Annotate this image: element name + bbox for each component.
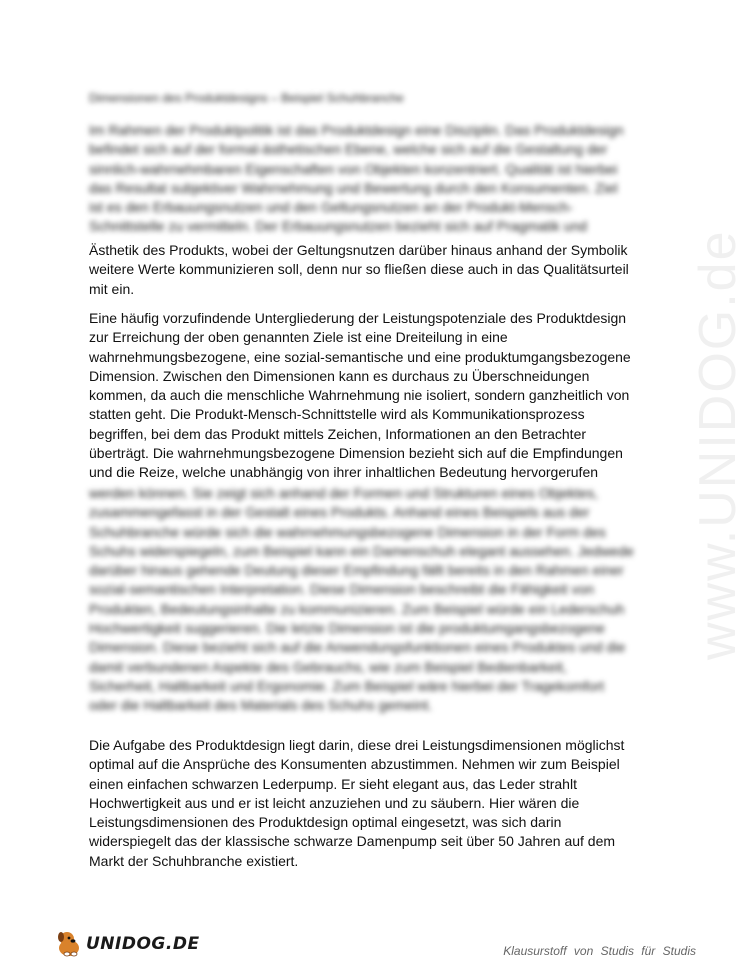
text-line: Eine häufig vorzufindende Untergliederung der Leistungspotenziale des Produktdesign [89, 310, 627, 326]
unidog-logo[interactable] [54, 926, 200, 962]
text-line: optimal auf die Ansprüche des Konsumenten abzustimmen. Nehmen wir zum Beispiel [89, 756, 620, 773]
text-line: Dimension. Diese bezieht sich auf die Anwendungsfunktionen eines Produktes und die [89, 639, 626, 656]
paragraph-2-blurred [89, 484, 659, 716]
text-line: Schnittstelle zu vermitteln. Der Erbauungsnutzen bezieht sich auf Pragmatik und [89, 218, 588, 235]
text-line: und die Reize, welche unabhängig von ihrer inhaltlichen Bedeutung hervorgerufen [89, 464, 599, 481]
text-line: zusammengefasst in der Gestalt eines Produkts. Anhand eines Beispiels aus der [89, 504, 590, 521]
paragraph-1-visible [89, 241, 659, 299]
text-line: oder die Haltbarkeit des Materials des Schuhs gemeint. [89, 697, 433, 714]
text-line: überträgt. Die wahrnehmungsbezogene Dimension bezieht sich auf die Empfindungen [89, 445, 623, 462]
paragraph-3 [89, 736, 659, 871]
text-line: kommen, da auch die menschliche Wahrnehmung nie isoliert, sondern ganzheitlich von [89, 387, 630, 404]
text-line: einen einfachen schwarzen Lederpump. Er sieht elegant aus, das Leder strahlt [89, 775, 577, 792]
text-line: Im Rahmen der Produktpolitik ist das Produktdesign eine Disziplin. Das Produktdesign [89, 122, 624, 138]
footer-tagline: Klausurstoff von Studis für Studis [503, 944, 696, 958]
text-line: das Resultat subjektiver Wahrnehmung und Bewertung durch den Konsumenten. Ziel [89, 179, 618, 196]
document-title: Dimensionen des Produktdesigns – Beispiel Schuhbranche [89, 91, 404, 105]
text-line: Markt der Schuhbranche existiert. [89, 852, 299, 869]
text-line: Sicherheit, Haltbarkeit und Ergonomie. Zum Beispiel wäre hierbei der Tragekomfort [89, 677, 605, 694]
text-line: Schuhbranche würde sich die wahrnehmungsbezogene Dimension in der Form des [89, 523, 606, 540]
text-line: Produkten, Bedeutungsinhalte zu kommunizieren. Zum Beispiel würde ein Lederschuh [89, 600, 625, 617]
paragraph-1-blurred [89, 121, 659, 237]
text-line: befindet sich auf der formal-ästhetischen Ebene, welche sich auf die Gestaltung der [89, 141, 608, 158]
text-line: sozial-semantischen Interpretation. Diese Dimension beschreibt die Fähigkeit von [89, 581, 595, 598]
dog-mascot-icon [54, 929, 84, 959]
text-line: sinnlich-wahrnehmbaren Eigenschaften von Objekten konzentriert. Qualität ist hierbei [89, 160, 618, 177]
text-line: statten geht. Die Produkt-Mensch-Schnittstelle wird als Kommunikationsprozess [89, 406, 585, 423]
text-line: Schuhs widerspiegeln, zum Beispiel kann ein Damenschuh elegant aussehen. Jedwede [89, 542, 634, 559]
paragraph-2-visible [89, 309, 659, 483]
text-line: Hochwertigkeit suggerieren. Die letzte Dimension ist die produktumgangsbezogene [89, 620, 605, 637]
text-line: Die Aufgabe des Produktdesign liegt darin, diese drei Leistungsdimensionen möglichst [89, 737, 625, 753]
text-line: widerspiegelt das der klassische schwarze Damenpump seit über 50 Jahren auf dem [89, 833, 616, 850]
text-line: darüber hinaus gehende Deutung dieser Empfindung fällt bereits in den Rahmen einer [89, 562, 624, 579]
text-line: mit ein. [89, 280, 135, 297]
text-line: Hochwertigkeit aus und er ist leicht anzuziehen und zu säubern. Hier wären die [89, 794, 580, 811]
text-line: Dimension. Zwischen den Dimensionen kann es durchaus zu Überschneidungen [89, 367, 590, 384]
text-line: zur Erreichung der oben genannten Ziele ist eine Dreiteilung in eine [89, 329, 508, 346]
text-line: damit verbundenen Aspekte des Gebrauchs, wie zum Beispiel Bedienbarkeit, [89, 658, 567, 675]
text-line: werden können. Sie zeigt sich anhand der Formen und Strukturen eines Objektes, [89, 485, 598, 501]
text-line: ist es den Erbauungsnutzen und den Geltungsnutzen an der Produkt-Mensch- [89, 199, 574, 216]
text-line: Ästhetik des Produkts, wobei der Geltungsnutzen darüber hinaus anhand der Symbolik [89, 242, 628, 258]
text-line: Leistungsdimensionen des Produktdesign optimal eingesetzt, was sich darin [89, 814, 562, 831]
logo-text: UNIDOG.DE [86, 934, 200, 954]
text-line: weitere Werte kommunizieren soll, denn nur so fließen diese auch in das Qualitätsurteil [89, 261, 629, 278]
text-line: begriffen, bei dem das Produkt mittels Zeichen, Informationen an den Betrachter [89, 425, 587, 442]
text-line: wahrnehmungsbezogene, eine sozial-semantische und eine produktumgangsbezogene [89, 348, 631, 365]
watermark: www.UNIDOG.de [689, 229, 747, 660]
